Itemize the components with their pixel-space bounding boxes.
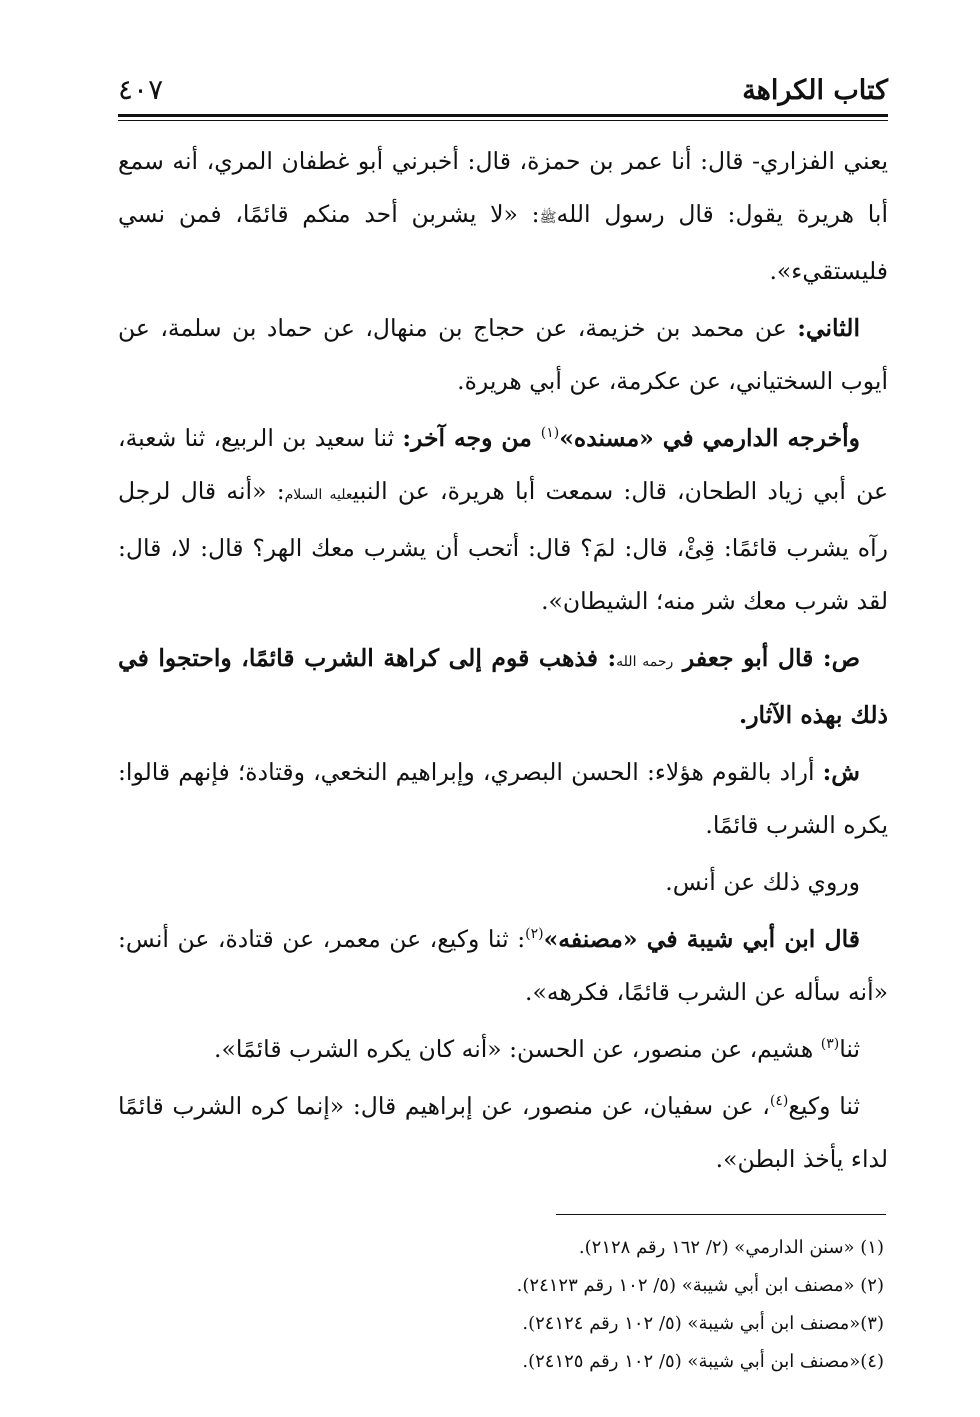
- paragraph-5: ش: أراد بالقوم هؤلاء: الحسن البصري، وإبراهيم النخعي، وقتادة؛ فإنهم قالوا: يكره الشرب قائمًا.: [118, 758, 888, 839]
- paragraph-4: ص: قال أبو جعفر رحمه الله: فذهب قوم إلى كراهة الشرب قائمًا، واحتجوا في ذلك بهذه الآثار.: [118, 644, 888, 729]
- paragraph-3: وأخرجه الدارمي في «مسنده»$^{(١)}$ من وجه آخر: ثنا سعيد بن الربيع، ثنا شعبة، عن أبي زياد الطحان، قال: سمعت أبا هريرة، عن النبيعليه السلام: «أنه قال لرجل رآه يشرب قائمًا: قِئْ، قال: لمَ؟ قال: أتحب أن يشرب معك الهر؟ قال: لا، قال: لقد شرب معك شر منه؛ الشيطان».: [118, 424, 888, 615]
- footnote-separator: [556, 1214, 886, 1215]
- paragraph-8: ثنا$^{(٣)}$ هشيم، عن منصور، عن الحسن: «أنه كان يكره الشرب قائمًا».: [214, 1035, 860, 1063]
- footnote-ref: (٤): [769, 1093, 789, 1110]
- salutation-symbol: عليه السلام: [284, 487, 353, 503]
- book-title: كتاب الكراهة: [742, 75, 888, 106]
- paragraph-2: الثاني: عن محمد بن خزيمة، عن حجاج بن منهال، عن حماد بن سلمة، عن أيوب السختياني، عن عكرمة، عن أبي هريرة.: [118, 314, 888, 395]
- paragraph-1: يعني الفزاري- قال: أنا عمر بن حمزة، قال: أخبرني أبو غطفان المري، أنه سمع أبا هريرة يقول: قال رسول اللهﷺ: «لا يشربن أحد منكم قائمًا، فمن نسي فليستقيء».: [118, 147, 888, 285]
- page-number: ٤٠٧: [118, 73, 164, 106]
- paragraph-9: ثنا وكيع$^{(٤)}$، عن سفيان، عن منصور، عن إبراهيم قال: «إنما كره الشرب قائمًا لداء يأخذ البطن».: [118, 1092, 888, 1173]
- supplication-symbol: رحمه الله: [616, 654, 674, 670]
- footnote-2: (٢) «مصنف ابن أبي شيبة» (٥/ ١٠٢ رقم ٢٤١٢٣).: [516, 1275, 884, 1296]
- footnote-ref: (١): [540, 425, 560, 442]
- footnote-3: (٣)«مصنف ابن أبي شيبة» (٥/ ١٠٢ رقم ٢٤١٢٤).: [522, 1313, 884, 1334]
- main-text: [118, 135, 888, 1186]
- header-rule-thin: [118, 120, 888, 121]
- header-rule: [118, 114, 888, 117]
- running-header: [118, 62, 888, 106]
- footnote-ref: (٣): [820, 1036, 840, 1053]
- footnote-1: (١) «سنن الدارمي» (٢/ ١٦٢ رقم ٢١٢٨).: [578, 1237, 884, 1258]
- footnote-ref: (٢): [525, 926, 544, 943]
- paragraph-7: قال ابن أبي شيبة في «مصنفه»$^{(٢)}$: ثنا وكيع، عن معمر، عن قتادة، عن أنس: «أنه سأله عن الشرب قائمًا، فكرهه».: [118, 925, 888, 1006]
- footnotes: [118, 1229, 888, 1381]
- footnote-4: (٤)«مصنف ابن أبي شيبة» (٥/ ١٠٢ رقم ٢٤١٢٥).: [522, 1351, 884, 1372]
- salutation-symbol: ﷺ: [539, 210, 557, 226]
- paragraph-6: وروي ذلك عن أنس.: [665, 868, 860, 896]
